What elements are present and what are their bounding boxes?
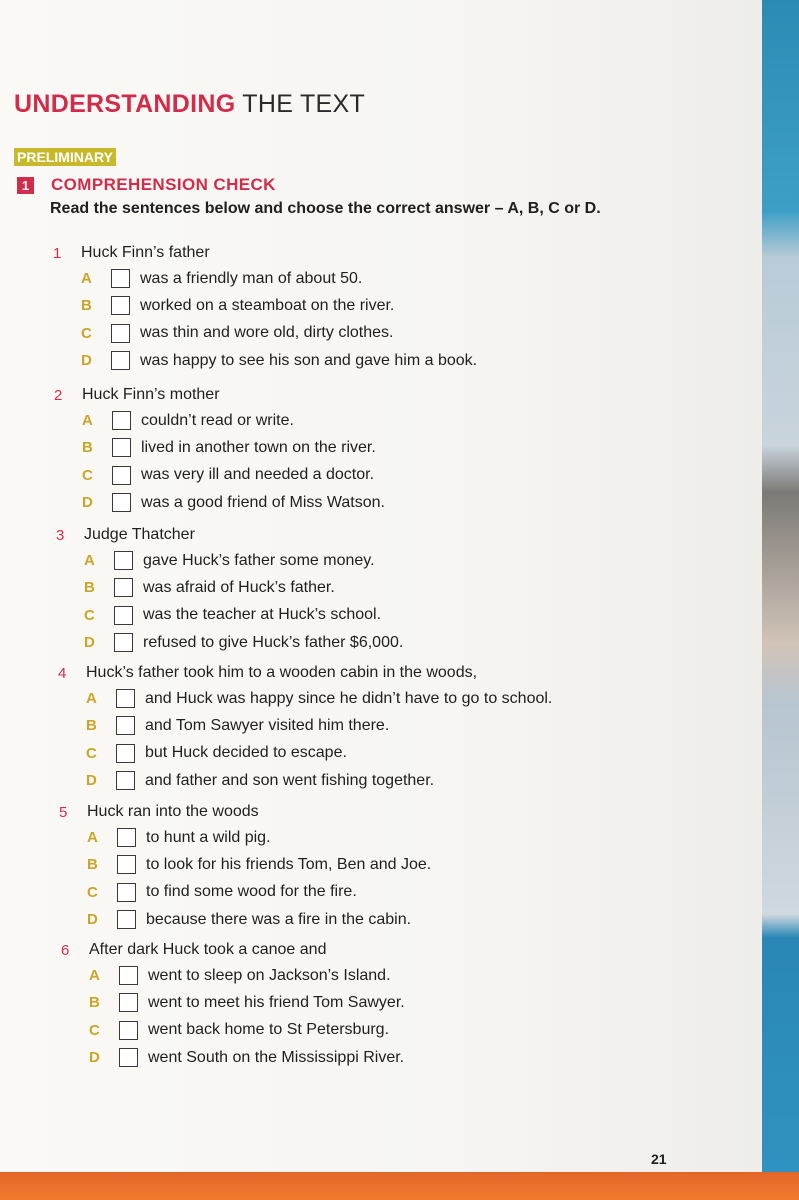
option-letter: D bbox=[87, 911, 98, 929]
option-letter: B bbox=[87, 856, 98, 874]
answer-option bbox=[58, 740, 552, 767]
section-header bbox=[17, 175, 276, 195]
answer-option bbox=[56, 547, 403, 574]
option-letter: C bbox=[87, 883, 98, 901]
option-letter: D bbox=[89, 1049, 100, 1067]
answer-option bbox=[59, 879, 431, 906]
answer-checkbox[interactable] bbox=[111, 296, 130, 315]
option-text: to find some wood for the fire. bbox=[146, 883, 357, 901]
question-text: Huck Finn’s father bbox=[81, 244, 210, 261]
option-text: to hunt a wild pig. bbox=[146, 828, 271, 846]
answer-checkbox[interactable] bbox=[112, 411, 131, 430]
answer-checkbox[interactable] bbox=[114, 633, 133, 652]
option-letter: D bbox=[81, 352, 92, 370]
page-title bbox=[14, 90, 365, 119]
option-letter: A bbox=[86, 690, 97, 708]
answer-option bbox=[59, 824, 431, 851]
answer-checkbox[interactable] bbox=[111, 324, 130, 343]
option-text: because there was a fire in the cabin. bbox=[146, 910, 412, 928]
option-letter: B bbox=[81, 297, 92, 315]
option-text: but Huck decided to escape. bbox=[145, 744, 347, 762]
answer-checkbox[interactable] bbox=[119, 966, 138, 985]
answer-option bbox=[59, 906, 431, 933]
answer-checkbox[interactable] bbox=[111, 269, 130, 288]
question-number: 3 bbox=[56, 526, 65, 544]
answer-option bbox=[54, 407, 385, 434]
question-4 bbox=[58, 661, 552, 794]
option-text: went to sleep on Jackson’s Island. bbox=[148, 966, 391, 984]
answer-checkbox[interactable] bbox=[117, 828, 136, 847]
question-number: 2 bbox=[54, 386, 63, 404]
question-text: After dark Huck took a canoe and bbox=[89, 941, 327, 958]
answer-option bbox=[61, 1017, 405, 1044]
answer-checkbox[interactable] bbox=[119, 1048, 138, 1067]
preliminary-label: PRELIMINARY bbox=[14, 148, 116, 166]
option-text: was happy to see his son and gave him a book. bbox=[140, 351, 478, 369]
question-text: Huck Finn’s mother bbox=[82, 386, 220, 403]
question-header bbox=[53, 241, 477, 265]
option-text: and Tom Sawyer visited him there. bbox=[145, 716, 390, 734]
option-text: was a friendly man of about 50. bbox=[140, 269, 363, 287]
answer-option bbox=[54, 434, 385, 461]
section-title: COMPREHENSION CHECK bbox=[51, 175, 276, 194]
answer-checkbox[interactable] bbox=[116, 716, 135, 735]
option-letter: A bbox=[84, 552, 95, 570]
question-header bbox=[59, 800, 431, 824]
option-letter: B bbox=[86, 717, 97, 735]
bottom-color-bar bbox=[0, 1172, 799, 1200]
option-text: and father and son went fishing together. bbox=[145, 771, 435, 789]
answer-option bbox=[58, 712, 552, 739]
option-text: was a good friend of Miss Watson. bbox=[141, 493, 385, 511]
option-letter: A bbox=[82, 412, 93, 430]
option-letter: C bbox=[81, 324, 92, 342]
answer-checkbox[interactable] bbox=[114, 606, 133, 625]
answer-option bbox=[53, 347, 477, 374]
answer-option bbox=[56, 602, 403, 629]
answer-checkbox[interactable] bbox=[116, 771, 135, 790]
answer-option bbox=[54, 462, 385, 489]
answer-checkbox[interactable] bbox=[117, 855, 136, 874]
option-text: was the teacher at Huck’s school. bbox=[143, 606, 382, 624]
question-text: Judge Thatcher bbox=[84, 526, 195, 543]
answer-checkbox[interactable] bbox=[116, 744, 135, 763]
question-number: 5 bbox=[59, 803, 68, 821]
option-letter: C bbox=[82, 466, 93, 484]
question-text: Huck’s father took him to a wooden cabin in the woods, bbox=[86, 664, 478, 681]
option-letter: D bbox=[82, 494, 93, 512]
option-text: went to meet his friend Tom Sawyer. bbox=[148, 993, 405, 1011]
option-letter: C bbox=[86, 744, 97, 762]
title-strong: UNDERSTANDING bbox=[14, 90, 236, 118]
option-text: was very ill and needed a doctor. bbox=[141, 466, 375, 484]
answer-option bbox=[59, 851, 431, 878]
option-letter: B bbox=[84, 579, 95, 597]
answer-option bbox=[58, 767, 552, 794]
title-rest: THE TEXT bbox=[235, 90, 366, 118]
option-letter: B bbox=[89, 994, 100, 1012]
answer-option bbox=[61, 1044, 405, 1071]
question-header bbox=[56, 523, 403, 547]
question-3 bbox=[56, 523, 403, 656]
answer-checkbox[interactable] bbox=[112, 493, 131, 512]
option-letter: A bbox=[87, 829, 98, 847]
option-letter: B bbox=[82, 439, 93, 457]
option-text: lived in another town on the river. bbox=[141, 438, 376, 456]
answer-checkbox[interactable] bbox=[114, 551, 133, 570]
option-text: refused to give Huck’s father $6,000. bbox=[143, 633, 404, 651]
answer-checkbox[interactable] bbox=[117, 883, 136, 902]
answer-checkbox[interactable] bbox=[112, 466, 131, 485]
answer-option bbox=[58, 685, 552, 712]
option-text: couldn’t read or write. bbox=[141, 411, 294, 429]
question-header bbox=[61, 938, 405, 962]
question-1 bbox=[53, 241, 477, 374]
section-number-badge: 1 bbox=[17, 177, 34, 194]
answer-option bbox=[56, 629, 403, 656]
answer-option bbox=[53, 265, 477, 292]
answer-checkbox[interactable] bbox=[114, 578, 133, 597]
option-letter: A bbox=[89, 967, 100, 985]
question-number: 6 bbox=[61, 941, 70, 959]
option-letter: C bbox=[89, 1021, 100, 1039]
option-text: and Huck was happy since he didn’t have to go to school. bbox=[145, 689, 553, 707]
question-header bbox=[54, 383, 385, 407]
option-text: went South on the Mississippi River. bbox=[148, 1048, 405, 1066]
option-letter: A bbox=[81, 270, 92, 288]
option-text: gave Huck’s father some money. bbox=[143, 551, 375, 569]
answer-checkbox[interactable] bbox=[119, 1021, 138, 1040]
question-number: 4 bbox=[58, 664, 67, 682]
answer-option bbox=[61, 989, 405, 1016]
answer-option bbox=[53, 320, 477, 347]
question-header bbox=[58, 661, 552, 685]
option-text: to look for his friends Tom, Ben and Joe. bbox=[146, 855, 432, 873]
answer-checkbox[interactable] bbox=[117, 910, 136, 929]
question-text: Huck ran into the woods bbox=[87, 803, 259, 820]
question-5 bbox=[59, 800, 431, 933]
question-2 bbox=[54, 383, 385, 516]
adjacent-page-edge bbox=[762, 0, 799, 1172]
option-letter: D bbox=[86, 772, 97, 790]
option-letter: C bbox=[84, 606, 95, 624]
option-text: worked on a steamboat on the river. bbox=[140, 296, 395, 314]
answer-option bbox=[54, 489, 385, 516]
answer-option bbox=[56, 574, 403, 601]
question-6 bbox=[61, 938, 405, 1071]
question-number: 1 bbox=[53, 244, 62, 262]
answer-checkbox[interactable] bbox=[112, 438, 131, 457]
option-text: went back home to St Petersburg. bbox=[148, 1021, 390, 1039]
instructions: Read the sentences below and choose the correct answer – A, B, C or D. bbox=[50, 200, 601, 217]
answer-checkbox[interactable] bbox=[111, 351, 130, 370]
answer-option bbox=[53, 292, 477, 319]
option-text: was afraid of Huck’s father. bbox=[143, 578, 335, 596]
option-text: was thin and wore old, dirty clothes. bbox=[140, 324, 394, 342]
option-letter: D bbox=[84, 634, 95, 652]
page-number: 21 bbox=[651, 1151, 667, 1167]
answer-option bbox=[61, 962, 405, 989]
answer-checkbox[interactable] bbox=[116, 689, 135, 708]
answer-checkbox[interactable] bbox=[119, 993, 138, 1012]
